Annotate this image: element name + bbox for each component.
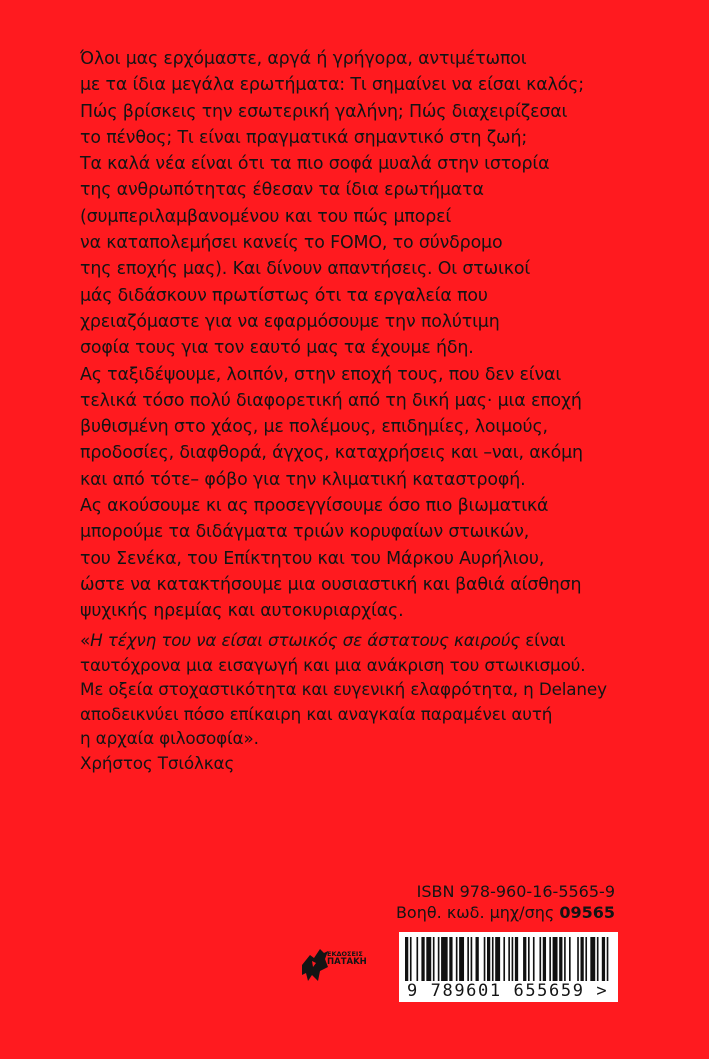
quote-author: Χρήστος Τσιόλκας	[80, 752, 235, 773]
quote-line-rest: είναι	[520, 630, 566, 650]
quote-open-mark: «	[80, 630, 91, 650]
blurb-line: σοφία τους για τον εαυτό μας τα έχουμε ήδη.	[80, 338, 474, 359]
blurb-line: του Σενέκα, του Επίκτητου και του Μάρκου Αυρήλιου,	[80, 548, 545, 569]
quote-line: η αρχαία φιλοσοφία».	[80, 728, 259, 749]
machine-code-value: 09565	[559, 903, 615, 922]
publisher-line2: ΠΑΤΑΚΗ	[327, 956, 367, 967]
barcode-bars	[405, 937, 612, 981]
blurb-line: Τα καλά νέα είναι ότι τα πιο σοφά μυαλά στην ιστορία	[80, 154, 550, 175]
review-quote	[80, 628, 680, 776]
blurb-line: προδοσίες, διαφθορά, άγχος, καταχρήσεις και –ναι, ακόμη	[80, 443, 583, 464]
quote-line	[80, 628, 680, 653]
barcode	[399, 932, 618, 1002]
quote-line: αποδεικνύει πόσο επίκαιρη και αναγκαία παραμένει αυτή	[80, 703, 553, 724]
quote-line: ταυτόχρονα μια εισαγωγή και μια ανάκριση του στωικισμού.	[80, 654, 586, 675]
blurb-line: να καταπολεμήσει κανείς το FOMO, το σύνδρομο	[80, 233, 503, 254]
blurb-line: της ανθρωπότητας έθεσαν τα ίδια ερωτήματα	[80, 180, 484, 201]
isbn-info	[396, 881, 615, 923]
blurb-line: χρειαζόμαστε για να εφαρμόσουμε την πολύτιμη	[80, 311, 500, 332]
blurb-line: ώστε να κατακτήσουμε μια ουσιαστική και βαθιά αίσθηση	[80, 574, 582, 595]
machine-code	[396, 902, 615, 923]
blurb-line: Ας ταξιδέψουμε, λοιπόν, στην εποχή τους, που δεν είναι	[80, 364, 562, 385]
blurb-line: μάς διδάσκουν πρωτίστως ότι τα εργαλεία που	[80, 285, 488, 306]
blurb-line: μπορούμε τα διδάγματα τριών κορυφαίων στωικών,	[80, 522, 530, 543]
publisher-line1: ΕΚΔΟΣΕΙΣ	[327, 950, 363, 958]
blurb-line: το πένθος; Τι είναι πραγματικά σημαντικό στη ζωή;	[80, 127, 528, 148]
publisher-name	[327, 951, 367, 966]
back-cover-blurb	[80, 46, 680, 625]
blurb-line: (συμπεριλαμβανομένου και του πώς μπορεί	[80, 206, 452, 227]
bird-icon	[300, 945, 330, 985]
blurb-line: ψυχικής ηρεμίας και αυτοκυριαρχίας.	[80, 601, 404, 622]
blurb-line: Όλοι μας ερχόμαστε, αργά ή γρήγορα, αντιμέτωποι	[80, 49, 527, 69]
blurb-line: με τα ίδια μεγάλα ερωτήματα: Τι σημαίνει να είσαι καλός;	[80, 75, 584, 96]
quote-line: Με οξεία στοχαστικότητα και ευγενική ελαφρότητα, η Delaney	[80, 679, 607, 700]
quoted-book-title: Η τέχνη του να είσαι στωικός σε άστατους καιρούς	[90, 630, 521, 650]
blurb-line: βυθισμένη στο χάος, με πολέμους, επιδημίες, λοιμούς,	[80, 417, 548, 438]
blurb-line: Πώς βρίσκεις την εσωτερική γαλήνη; Πώς διαχειρίζεσαι	[80, 101, 568, 122]
publisher-logo	[300, 945, 367, 1001]
isbn-number: ISBN 978-960-16-5565-9	[416, 882, 615, 901]
blurb-line: Ας ακούσουμε κι ας προσεγγίσουμε όσο πιο βιωματικά	[80, 496, 549, 517]
machine-code-label: Βοηθ. κωδ. μηχ/σης	[395, 903, 560, 922]
blurb-line: και από τότε– φόβο για την κλιματική καταστροφή.	[80, 469, 526, 490]
blurb-line: τελικά τόσο πολύ διαφορετική από τη δική μας· μια εποχή	[80, 390, 582, 411]
barcode-digits: 9 789601 655659 >	[407, 981, 609, 1001]
blurb-line: της εποχής μας). Και δίνουν απαντήσεις. Οι στωικοί	[80, 259, 531, 280]
